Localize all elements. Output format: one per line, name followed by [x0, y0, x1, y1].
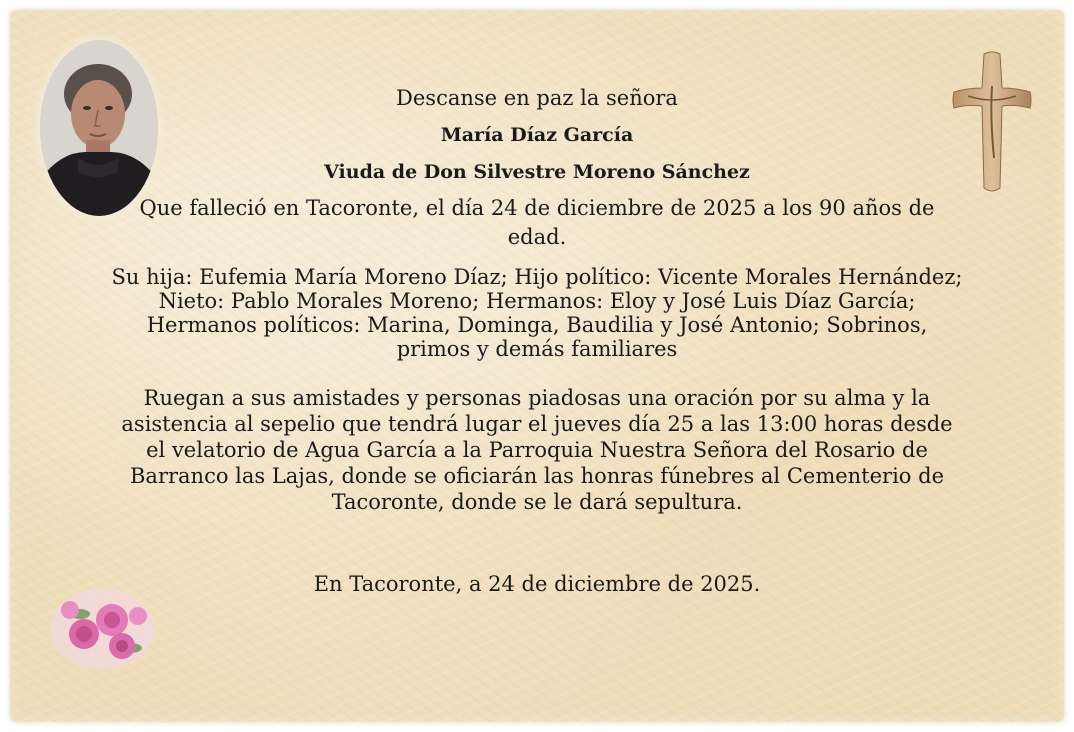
- pink-roses-icon: [50, 588, 155, 670]
- widow-of: Viuda de Don Silvestre Moreno Sánchez: [324, 161, 750, 183]
- deceased-name: María Díaz García: [440, 124, 634, 146]
- obituary-card: [10, 10, 1064, 722]
- death-statement: Que falleció en Tacoronte, el día 24 de diciembre de 2025 a los 90 años de edad.: [139, 196, 935, 249]
- family-list: Su hija: Eufemia María Moreno Díaz; Hijo político: Vicente Morales Hernández; Nieto: Pablo Morales Moreno; Hermanos: Eloy y José Luis Díaz García; Hermanos políticos: Marina, Dominga, Baudilia y José Antonio; Sobrinos, primos y demás familiares: [111, 265, 963, 361]
- closing-date-line: En Tacoronte, a 24 de diciembre de 2025.: [313, 572, 761, 596]
- notice-text: [110, 82, 964, 598]
- salutation: Descanse en paz la señora: [396, 86, 678, 110]
- funeral-request: Ruegan a sus amistades y personas piadosas una oración por su alma y la asistencia al sepelio que tendrá lugar el jueves día 25 a las 13:00 horas desde el velatorio de Agua García a la Parroquia Nuestra Señora del Rosario de Barranco las Lajas, donde se oficiarán las honras fúnebres al Cementerio de Tacoronte, donde se le dará sepultura.: [121, 386, 953, 514]
